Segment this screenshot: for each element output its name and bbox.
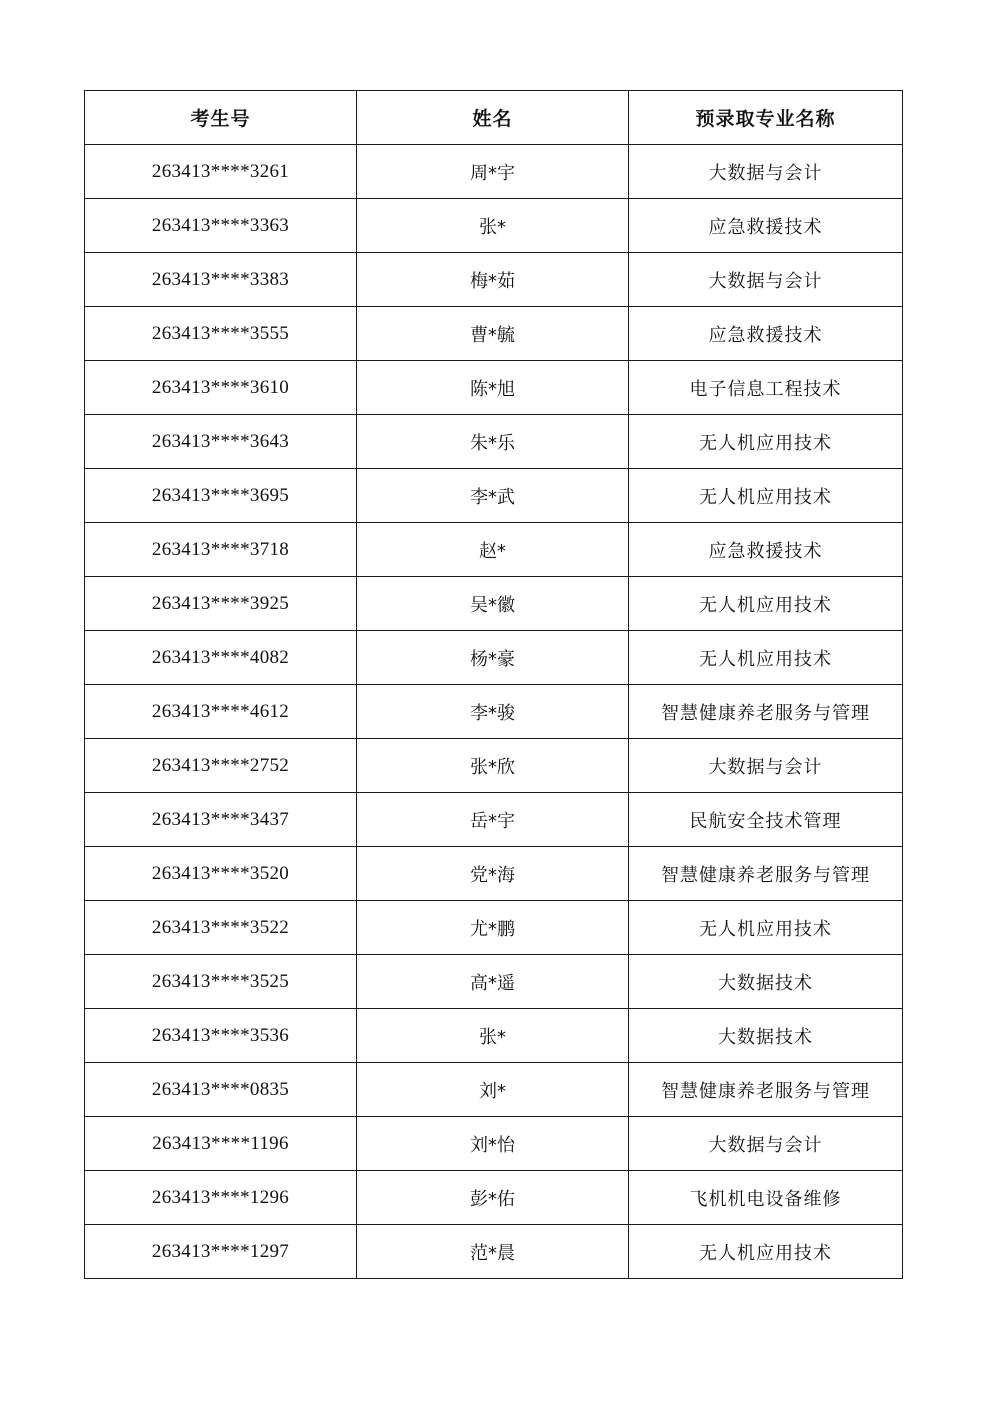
major-cell: 应急救援技术 xyxy=(629,199,903,253)
table-row xyxy=(85,145,903,199)
table-row xyxy=(85,307,903,361)
student-name-cell: 李*骏 xyxy=(357,685,629,739)
candidate-number-cell: 263413****3610 xyxy=(85,361,357,415)
table-row xyxy=(85,955,903,1009)
table-row xyxy=(85,685,903,739)
table-body xyxy=(85,145,903,1279)
header-name: 姓名 xyxy=(357,91,629,145)
major-cell: 无人机应用技术 xyxy=(629,631,903,685)
major-cell: 大数据与会计 xyxy=(629,145,903,199)
candidate-number-cell: 263413****3383 xyxy=(85,253,357,307)
student-name-cell: 岳*宇 xyxy=(357,793,629,847)
major-cell: 民航安全技术管理 xyxy=(629,793,903,847)
candidate-number-cell: 263413****1297 xyxy=(85,1225,357,1279)
table-row xyxy=(85,793,903,847)
header-candidate-number: 考生号 xyxy=(85,91,357,145)
candidate-number-cell: 263413****3522 xyxy=(85,901,357,955)
candidate-number-cell: 263413****2752 xyxy=(85,739,357,793)
major-cell: 大数据技术 xyxy=(629,955,903,1009)
major-cell: 大数据与会计 xyxy=(629,253,903,307)
student-name-cell: 刘* xyxy=(357,1063,629,1117)
candidate-number-cell: 263413****1196 xyxy=(85,1117,357,1171)
major-cell: 无人机应用技术 xyxy=(629,901,903,955)
table-row xyxy=(85,415,903,469)
student-name-cell: 彭*佑 xyxy=(357,1171,629,1225)
candidate-number-cell: 263413****4612 xyxy=(85,685,357,739)
table-row xyxy=(85,631,903,685)
major-cell: 无人机应用技术 xyxy=(629,469,903,523)
candidate-number-cell: 263413****3536 xyxy=(85,1009,357,1063)
major-cell: 智慧健康养老服务与管理 xyxy=(629,685,903,739)
major-cell: 智慧健康养老服务与管理 xyxy=(629,847,903,901)
table-row xyxy=(85,1225,903,1279)
table-row xyxy=(85,1171,903,1225)
table-row xyxy=(85,901,903,955)
major-cell: 无人机应用技术 xyxy=(629,577,903,631)
student-name-cell: 尤*鹏 xyxy=(357,901,629,955)
student-name-cell: 高*遥 xyxy=(357,955,629,1009)
table-row xyxy=(85,1063,903,1117)
candidate-number-cell: 263413****3718 xyxy=(85,523,357,577)
student-name-cell: 刘*怡 xyxy=(357,1117,629,1171)
candidate-number-cell: 263413****3520 xyxy=(85,847,357,901)
major-cell: 无人机应用技术 xyxy=(629,1225,903,1279)
student-name-cell: 陈*旭 xyxy=(357,361,629,415)
candidate-number-cell: 263413****3261 xyxy=(85,145,357,199)
major-cell: 电子信息工程技术 xyxy=(629,361,903,415)
table-row xyxy=(85,739,903,793)
major-cell: 大数据与会计 xyxy=(629,1117,903,1171)
major-cell: 大数据与会计 xyxy=(629,739,903,793)
table-row xyxy=(85,523,903,577)
student-name-cell: 张* xyxy=(357,1009,629,1063)
student-name-cell: 周*宇 xyxy=(357,145,629,199)
major-cell: 无人机应用技术 xyxy=(629,415,903,469)
table-row xyxy=(85,1009,903,1063)
student-name-cell: 李*武 xyxy=(357,469,629,523)
student-name-cell: 杨*豪 xyxy=(357,631,629,685)
header-major: 预录取专业名称 xyxy=(629,91,903,145)
candidate-number-cell: 263413****3643 xyxy=(85,415,357,469)
table-row xyxy=(85,361,903,415)
admission-table xyxy=(84,90,903,1279)
major-cell: 飞机机电设备维修 xyxy=(629,1171,903,1225)
candidate-number-cell: 263413****4082 xyxy=(85,631,357,685)
table-row xyxy=(85,469,903,523)
table-row xyxy=(85,1117,903,1171)
candidate-number-cell: 263413****3555 xyxy=(85,307,357,361)
candidate-number-cell: 263413****1296 xyxy=(85,1171,357,1225)
student-name-cell: 吴*徽 xyxy=(357,577,629,631)
student-name-cell: 范*晨 xyxy=(357,1225,629,1279)
major-cell: 应急救援技术 xyxy=(629,523,903,577)
major-cell: 大数据技术 xyxy=(629,1009,903,1063)
table-row xyxy=(85,847,903,901)
candidate-number-cell: 263413****3525 xyxy=(85,955,357,1009)
major-cell: 智慧健康养老服务与管理 xyxy=(629,1063,903,1117)
student-name-cell: 赵* xyxy=(357,523,629,577)
student-name-cell: 梅*茹 xyxy=(357,253,629,307)
table-header-row xyxy=(85,91,903,145)
student-name-cell: 朱*乐 xyxy=(357,415,629,469)
student-name-cell: 曹*毓 xyxy=(357,307,629,361)
student-name-cell: 党*海 xyxy=(357,847,629,901)
candidate-number-cell: 263413****3363 xyxy=(85,199,357,253)
student-name-cell: 张* xyxy=(357,199,629,253)
candidate-number-cell: 263413****0835 xyxy=(85,1063,357,1117)
student-name-cell: 张*欣 xyxy=(357,739,629,793)
table-row xyxy=(85,199,903,253)
candidate-number-cell: 263413****3695 xyxy=(85,469,357,523)
major-cell: 应急救援技术 xyxy=(629,307,903,361)
table-row xyxy=(85,577,903,631)
candidate-number-cell: 263413****3925 xyxy=(85,577,357,631)
candidate-number-cell: 263413****3437 xyxy=(85,793,357,847)
table-row xyxy=(85,253,903,307)
